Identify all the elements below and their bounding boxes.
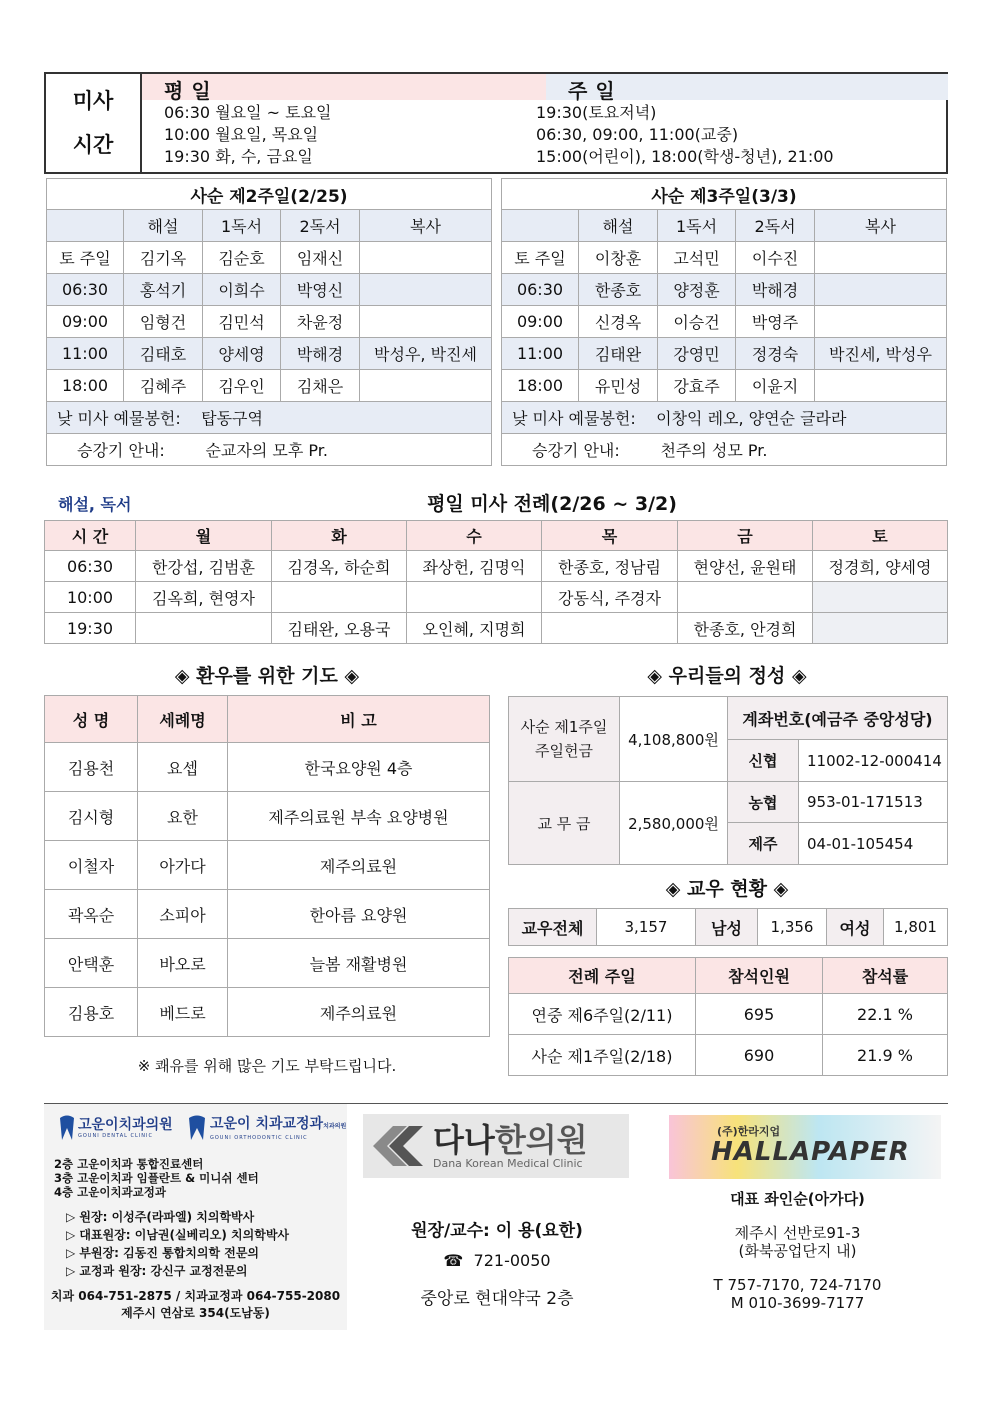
table-cell: 이철자	[45, 841, 138, 890]
table-cell: 690	[696, 1035, 823, 1076]
dental-logo-1-sub: GOUNI DENTAL CLINIC	[78, 1133, 153, 1139]
offering-label: 낮 미사 예물봉헌:	[512, 409, 636, 428]
table-cell: 곽옥순	[45, 890, 138, 939]
table-cell: 제주의료원	[228, 841, 490, 890]
dana-director: 원장/교수: 이 용(요한)	[411, 1221, 583, 1241]
table-cell	[360, 306, 492, 338]
week2-hymn	[47, 434, 492, 466]
table-row	[45, 939, 490, 988]
halla-ceo: 대표 좌인순(아가다)	[730, 1190, 865, 1208]
table-cell	[813, 613, 948, 644]
week3-offering	[502, 402, 947, 434]
weekday-side-label: 해설, 독서	[58, 495, 132, 514]
table-cell: 김민석	[203, 306, 281, 338]
table-cell	[815, 274, 947, 306]
table-row	[45, 743, 490, 792]
parishioners-female-label: 여성	[827, 909, 884, 946]
table-cell	[360, 370, 492, 402]
table-cell: 한강섭, 김범훈	[136, 551, 272, 582]
patients-title: ◈ 환우를 위한 기도 ◈	[174, 665, 360, 687]
offering-title: ◈ 우리들의 정성 ◈	[647, 665, 807, 687]
week2-header: 2독서	[281, 210, 360, 242]
week2-header: 1독서	[203, 210, 281, 242]
table-cell: 이승건	[658, 306, 736, 338]
patients-note: ※ 쾌유를 위해 많은 기도 부탁드립니다.	[137, 1057, 397, 1075]
table-cell: 강영민	[658, 338, 736, 370]
halla-ad	[647, 1104, 948, 1330]
weekday-header: 월	[136, 521, 272, 551]
table-cell: 06:30	[47, 274, 124, 306]
table-cell: 안택훈	[45, 939, 138, 988]
hymn-value: 천주의 성모 Pr.	[660, 441, 768, 460]
table-cell: 한아름 요양원	[228, 890, 490, 939]
table-cell	[136, 613, 272, 644]
parishioners-total: 3,157	[597, 909, 696, 946]
parishioners-male: 1,356	[758, 909, 827, 946]
account-bank: 제주	[728, 823, 799, 865]
dental-staff-line: ▷ 부원장: 김동진 통합치의학 전문의	[66, 1246, 260, 1260]
weekday-liturgy-title: 평일 미사 전례(2/26 ~ 3/2)	[427, 493, 677, 515]
table-cell: 18:00	[502, 370, 579, 402]
table-cell: 김채은	[281, 370, 360, 402]
dental-logo-1-text: 고운이치과의원	[78, 1117, 173, 1133]
table-cell: 이수진	[736, 242, 815, 274]
offering-row1-label	[509, 697, 620, 782]
table-cell: 고석민	[658, 242, 736, 274]
hymn-label: 승강기 안내:	[532, 441, 620, 460]
table-cell: 토 주일	[47, 242, 124, 274]
table-cell	[815, 370, 947, 402]
table-row	[502, 242, 947, 274]
table-cell: 제주의료원	[228, 988, 490, 1037]
parishioners-table	[508, 908, 948, 946]
dental-staff-line: ▷ 교정과 원장: 강신구 교정전문의	[66, 1264, 248, 1278]
account-bank: 신협	[728, 740, 799, 782]
table-cell: 차윤정	[281, 306, 360, 338]
dental-logo-2-text: 고운이 치과교정과	[210, 1115, 324, 1132]
week3-header: 해설	[579, 210, 658, 242]
attendance-table	[508, 957, 948, 1076]
table-cell: 박영신	[281, 274, 360, 306]
attendance-header: 전례 주일	[509, 958, 696, 994]
account-header: 계좌번호(예금주 중앙성당)	[728, 697, 948, 740]
table-cell: 강동식, 주경자	[542, 582, 678, 613]
offering-row2-amount: 2,580,000원	[620, 782, 728, 865]
table-cell	[678, 582, 813, 613]
table-cell: 09:00	[47, 306, 124, 338]
sunday-header-text: 주일	[568, 79, 623, 103]
table-cell: 박해경	[736, 274, 815, 306]
week2-title: 사순 제2주일(2/25)	[47, 179, 492, 210]
mass-label-2: 시간	[72, 133, 114, 157]
week3-hymn	[502, 434, 947, 466]
table-cell	[542, 613, 678, 644]
weekday-liturgy-table	[44, 520, 948, 644]
table-row	[45, 890, 490, 939]
table-cell: 김혜주	[124, 370, 203, 402]
table-cell: 임재신	[281, 242, 360, 274]
week2-offering	[47, 402, 492, 434]
weekday-header: 토	[813, 521, 948, 551]
table-cell: 오인혜, 지명희	[407, 613, 542, 644]
table-cell: 한종호	[579, 274, 658, 306]
table-cell: 695	[696, 994, 823, 1035]
dental-staff-line: ▷ 원장: 이성주(라파엘) 치의학박사	[66, 1210, 255, 1224]
table-cell: 김시형	[45, 792, 138, 841]
table-row	[47, 306, 492, 338]
table-cell: 한국요양원 4층	[228, 743, 490, 792]
table-row	[47, 242, 492, 274]
halla-mobile: M 010-3699-7177	[730, 1294, 865, 1312]
parishioners-total-label: 교우전체	[509, 909, 597, 946]
table-cell: 김기옥	[124, 242, 203, 274]
sunday-time-line: 19:30(토요저녁)	[536, 103, 657, 122]
table-cell: 22.1 %	[823, 994, 948, 1035]
patients-header: 성 명	[45, 696, 138, 743]
weekday-time-line: 06:30 월요일 ~ 토요일	[164, 103, 332, 122]
halla-address	[647, 1224, 948, 1260]
parishioners-male-label: 남성	[696, 909, 758, 946]
phone-icon: ☎	[443, 1251, 464, 1270]
table-cell: 양정훈	[658, 274, 736, 306]
table-cell	[815, 242, 947, 274]
hymn-value: 순교자의 모후 Pr.	[205, 441, 328, 460]
table-cell: 제주의료원 부속 요양병원	[228, 792, 490, 841]
halla-contact	[647, 1276, 948, 1312]
table-row	[47, 370, 492, 402]
sunday-time-line: 15:00(어린이), 18:00(학생-청년), 21:00	[536, 147, 834, 166]
account-number: 04-01-105454	[799, 823, 948, 865]
dana-logo	[363, 1114, 629, 1178]
table-cell: 이창훈	[579, 242, 658, 274]
mass-label-1: 미사	[72, 89, 114, 113]
dental-floor-line: 2층 고운이치과 통합진료센터	[54, 1157, 204, 1171]
table-cell: 김우인	[203, 370, 281, 402]
dental-floor-line: 3층 고운이치과 임플란트 & 미니쉬 센터	[54, 1171, 259, 1185]
patients-header: 세례명	[138, 696, 228, 743]
dana-logo-text-a: 다나	[433, 1120, 495, 1159]
table-cell: 09:00	[502, 306, 579, 338]
table-cell: 06:30	[502, 274, 579, 306]
table-row	[502, 338, 947, 370]
sunday-time-line: 06:30, 09:00, 11:00(교중)	[536, 125, 739, 144]
weekday-header: 금	[678, 521, 813, 551]
offering-table	[508, 696, 948, 865]
table-row	[47, 274, 492, 306]
table-cell: 김순호	[203, 242, 281, 274]
halla-logo	[669, 1115, 941, 1179]
table-row	[47, 338, 492, 370]
weekday-header-text: 평일	[164, 79, 219, 103]
offering-row1-amount: 4,108,800원	[620, 697, 728, 782]
table-cell: 박진세, 박성우	[815, 338, 947, 370]
sunday-header	[546, 74, 948, 103]
halla-address-1: 제주시 선반로91-3	[734, 1224, 861, 1242]
weekday-header	[142, 74, 546, 103]
weekday-header: 시 간	[45, 521, 136, 551]
week3-header: 2독서	[736, 210, 815, 242]
offering-row1-label-a: 사순 제1주일	[520, 718, 608, 736]
weekday-times	[164, 102, 332, 168]
patients-header: 비 고	[228, 696, 490, 743]
table-cell: 요셉	[138, 743, 228, 792]
account-number: 11002-12-000414	[799, 740, 948, 782]
sunday-times	[536, 102, 834, 168]
table-cell: 신경옥	[579, 306, 658, 338]
table-cell: 좌상헌, 김명익	[407, 551, 542, 582]
table-cell: 홍석기	[124, 274, 203, 306]
table-cell: 김용천	[45, 743, 138, 792]
account-bank: 농협	[728, 782, 799, 823]
dental-logo-2	[186, 1114, 346, 1142]
weekday-header: 화	[272, 521, 407, 551]
weekday-time-line: 10:00 월요일, 목요일	[164, 125, 319, 144]
tooth-icon	[58, 1114, 76, 1142]
table-cell: 정경희, 양세영	[813, 551, 948, 582]
table-row	[502, 274, 947, 306]
dana-logo-icon	[371, 1124, 429, 1168]
table-cell: 아가다	[138, 841, 228, 890]
table-cell: 임형건	[124, 306, 203, 338]
offering-label: 낮 미사 예물봉헌:	[57, 409, 181, 428]
week3-title: 사순 제3주일(3/3)	[502, 179, 947, 210]
dana-phone	[347, 1251, 647, 1270]
parishioners-title: ◈ 교우 현황 ◈	[665, 878, 789, 900]
table-cell: 19:30	[45, 613, 136, 644]
weekday-header: 수	[407, 521, 542, 551]
table-cell: 현양선, 윤원태	[678, 551, 813, 582]
dental-logo-2-sub: GOUNI ORTHODONTIC CLINIC	[210, 1134, 308, 1141]
attendance-header: 참석인원	[696, 958, 823, 994]
parishioners-female: 1,801	[884, 909, 948, 946]
week3-header	[502, 210, 579, 242]
table-cell: 11:00	[47, 338, 124, 370]
table-cell: 바오로	[138, 939, 228, 988]
table-cell: 김옥희, 현영자	[136, 582, 272, 613]
mass-times-label	[46, 74, 142, 172]
week3-header: 복사	[815, 210, 947, 242]
table-row	[509, 1035, 948, 1076]
dental-logo-2-side: 치과의원	[323, 1122, 347, 1130]
dental-contact	[44, 1288, 347, 1322]
week2-header: 해설	[124, 210, 203, 242]
dental-staff	[66, 1208, 289, 1280]
dental-ad	[44, 1104, 347, 1330]
table-cell: 06:30	[45, 551, 136, 582]
table-row	[45, 613, 948, 644]
table-row	[502, 306, 947, 338]
table-cell: 박영주	[736, 306, 815, 338]
dental-staff-line: ▷ 대표원장: 이남권(실베리오) 치의학박사	[66, 1228, 290, 1242]
patients-table	[44, 695, 490, 1037]
table-row	[45, 582, 948, 613]
table-cell	[815, 306, 947, 338]
halla-logo-main: HALLAPAPER	[711, 1137, 910, 1167]
account-number: 953-01-171513	[799, 782, 948, 823]
hymn-label: 승강기 안내:	[77, 441, 165, 460]
table-cell: 10:00	[45, 582, 136, 613]
table-row	[45, 841, 490, 890]
table-cell: 이윤지	[736, 370, 815, 402]
dental-phones: 치과 064-751-2875 / 치과교정과 064-755-2080	[50, 1289, 341, 1303]
table-cell: 11:00	[502, 338, 579, 370]
table-cell: 김태완	[579, 338, 658, 370]
table-cell: 연중 제6주일(2/11)	[509, 994, 696, 1035]
tooth-icon	[186, 1114, 208, 1142]
table-cell: 한종호, 안경희	[678, 613, 813, 644]
table-cell: 강효주	[658, 370, 736, 402]
dental-logo-1	[58, 1114, 173, 1142]
week3-header: 1독서	[658, 210, 736, 242]
table-cell: 늘봄 재활병원	[228, 939, 490, 988]
table-cell: 한종호, 정남림	[542, 551, 678, 582]
table-row	[45, 988, 490, 1037]
table-cell: 김용호	[45, 988, 138, 1037]
offering-row2-label: 교 무 금	[509, 782, 620, 865]
table-cell: 정경숙	[736, 338, 815, 370]
table-cell: 박성우, 박진세	[360, 338, 492, 370]
table-cell	[360, 274, 492, 306]
offering-value: 이창익 레오, 양연순 글라라	[656, 409, 847, 428]
dana-address: 중앙로 현대약국 2층	[420, 1289, 574, 1309]
table-cell: 이희수	[203, 274, 281, 306]
table-cell	[360, 242, 492, 274]
table-cell	[813, 582, 948, 613]
table-cell: 요한	[138, 792, 228, 841]
dana-ad	[347, 1104, 647, 1330]
week2-header	[47, 210, 124, 242]
weekday-header: 목	[542, 521, 678, 551]
week2-header: 복사	[360, 210, 492, 242]
table-cell: 김태호	[124, 338, 203, 370]
table-cell: 김경옥, 하순희	[272, 551, 407, 582]
weekday-time-line: 19:30 화, 수, 금요일	[164, 147, 313, 166]
offering-row1-label-b: 주일헌금	[535, 742, 593, 760]
table-cell	[272, 582, 407, 613]
table-row	[502, 370, 947, 402]
halla-logo-top: (주)한라지업	[717, 1125, 781, 1138]
halla-tel: T 757-7170, 724-7170	[713, 1276, 882, 1294]
week3-table	[501, 178, 947, 466]
dana-logo-sub: Dana Korean Medical Clinic	[433, 1156, 583, 1170]
table-cell: 김태완, 오용국	[272, 613, 407, 644]
table-cell: 18:00	[47, 370, 124, 402]
table-cell: 베드로	[138, 988, 228, 1037]
dana-logo-text-b: 한의원	[494, 1120, 588, 1159]
table-cell: 박해경	[281, 338, 360, 370]
table-cell: 소피아	[138, 890, 228, 939]
dental-address: 제주시 연삼로 354(도남동)	[121, 1306, 270, 1320]
halla-address-2: (화북공업단지 내)	[738, 1242, 857, 1260]
dental-floor-line: 4층 고운이치과교정과	[54, 1185, 166, 1199]
table-cell	[407, 582, 542, 613]
dana-phone-number: 721-0050	[473, 1251, 551, 1270]
table-cell: 유민성	[579, 370, 658, 402]
table-cell: 21.9 %	[823, 1035, 948, 1076]
attendance-header: 참석률	[823, 958, 948, 994]
week2-table	[46, 178, 492, 466]
table-row	[45, 551, 948, 582]
table-cell: 토 주일	[502, 242, 579, 274]
offering-value: 탑동구역	[201, 409, 263, 428]
table-row	[509, 994, 948, 1035]
table-cell: 사순 제1주일(2/18)	[509, 1035, 696, 1076]
table-cell: 양세영	[203, 338, 281, 370]
table-row	[45, 792, 490, 841]
mass-times-box	[44, 72, 948, 174]
dental-floors	[54, 1157, 259, 1199]
